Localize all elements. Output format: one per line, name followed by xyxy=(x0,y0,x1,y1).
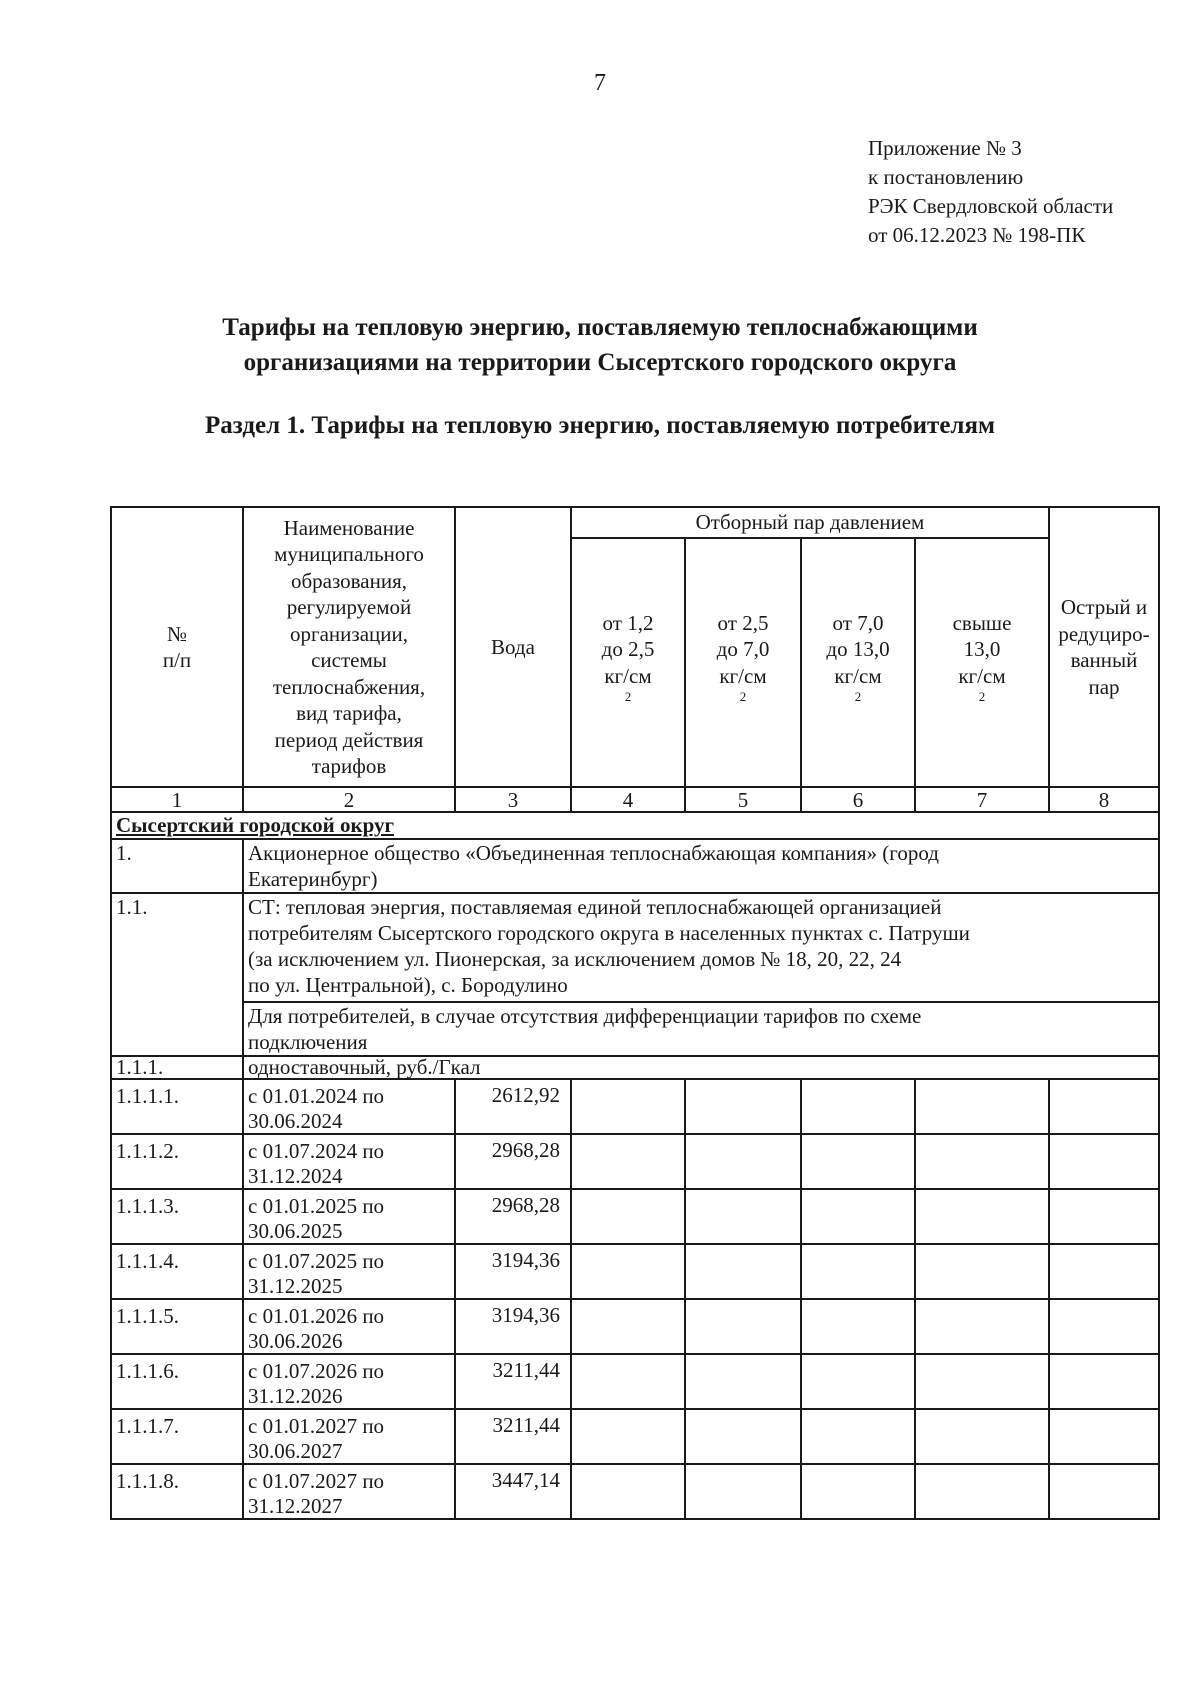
table-line xyxy=(242,1465,244,1520)
row-period-line: 31.12.2027 xyxy=(248,1494,343,1518)
org-number: 1. xyxy=(116,841,132,865)
header-text: кг/см xyxy=(834,663,882,688)
table-line xyxy=(684,1465,686,1520)
header-text: Вода xyxy=(491,634,535,659)
tariff-table xyxy=(110,506,1150,1558)
row-water-value: 2612,92 xyxy=(491,1083,560,1107)
table-line xyxy=(570,1080,572,1135)
header-text: от 2,5 xyxy=(717,610,769,635)
row-number: 1.1.1.7. xyxy=(116,1414,179,1438)
table-line xyxy=(800,1465,802,1520)
header-text: образования, xyxy=(290,568,408,593)
title-line: организациями на территории Сысертского городского округа xyxy=(243,349,957,376)
table-line xyxy=(1048,1300,1050,1355)
header-text: до 2,5 xyxy=(601,637,655,661)
title-line: Тарифы на тепловую энергию, поставляемую теплоснабжающими xyxy=(222,314,978,341)
table-line xyxy=(1048,1245,1050,1300)
column-number: 8 xyxy=(1098,788,1110,812)
header-text: от 7,0 xyxy=(832,610,884,635)
column-number: 6 xyxy=(852,788,864,812)
row-period-line: с 01.01.2027 по xyxy=(248,1414,385,1438)
table-line xyxy=(684,1245,686,1300)
header-text: до 7,0 xyxy=(716,637,770,661)
header-text: пар xyxy=(1088,674,1120,699)
table-line xyxy=(800,1245,802,1300)
appendix-line: РЭК Свердловской области xyxy=(868,194,1114,218)
row-period-line: 30.06.2025 xyxy=(248,1219,343,1243)
row-period-line: 31.12.2026 xyxy=(248,1384,343,1408)
header-text: Наименование xyxy=(283,515,415,540)
superscript: 2 xyxy=(978,689,986,704)
region-name: Сысертский городской округ xyxy=(116,813,395,837)
column-number: 1 xyxy=(171,788,183,812)
header-text: тарифов xyxy=(311,754,387,778)
header-text: кг/см xyxy=(719,663,767,688)
row-number: 1.1.1.6. xyxy=(116,1359,179,1383)
table-line xyxy=(242,1355,244,1410)
table-line xyxy=(800,1355,802,1410)
system-desc-line: (за исключением ул. Пионерская, за исключением домов № 18, 20, 22, 24 xyxy=(248,947,902,971)
table-line xyxy=(800,1190,802,1245)
row-number: 1.1.1.1. xyxy=(116,1084,179,1108)
table-line xyxy=(110,1518,1160,1520)
table-line xyxy=(914,1465,916,1520)
header-text: муниципального xyxy=(274,542,424,566)
tariff-type: одноставочный, руб./Гкал xyxy=(248,1055,481,1079)
table-line xyxy=(1158,1465,1160,1520)
superscript: 2 xyxy=(854,689,862,704)
table-line xyxy=(1158,1135,1160,1190)
org-name-line: Акционерное общество «Объединенная теплоснабжающая компания» (город xyxy=(248,841,939,865)
table-line xyxy=(454,1355,456,1410)
document-title xyxy=(100,310,1100,380)
table-line xyxy=(1158,1190,1160,1245)
header-text: системы xyxy=(311,648,387,672)
header-text: Острый и xyxy=(1060,595,1148,619)
table-line xyxy=(684,1355,686,1410)
appendix-line: от 06.12.2023 № 198-ПК xyxy=(868,223,1086,247)
header-col-water xyxy=(456,508,570,786)
column-number: 3 xyxy=(507,788,519,812)
row-number: 1.1.1.5. xyxy=(116,1304,179,1328)
header-text: свыше xyxy=(952,610,1012,635)
table-line xyxy=(110,1243,1160,1245)
consumer-note-line: Для потребителей, в случае отсутствия дифференциации тарифов по схеме xyxy=(248,1004,922,1028)
table-line xyxy=(110,1408,1160,1410)
table-line xyxy=(570,1300,572,1355)
header-unit xyxy=(719,663,766,716)
table-line xyxy=(454,1135,456,1190)
header-unit xyxy=(604,663,651,716)
table-line xyxy=(110,1190,112,1245)
table-line xyxy=(1048,1080,1050,1135)
system-desc-line: по ул. Центральной), с. Бородулино xyxy=(248,973,568,997)
table-line xyxy=(110,1245,112,1300)
header-text: кг/см xyxy=(604,663,652,688)
header-col-8 xyxy=(1050,508,1158,786)
column-number: 5 xyxy=(737,788,749,812)
table-line xyxy=(1048,1190,1050,1245)
column-number: 2 xyxy=(343,788,355,812)
table-line xyxy=(1048,1465,1050,1520)
table-line xyxy=(110,1133,1160,1135)
table-line xyxy=(914,1135,916,1190)
table-line xyxy=(242,1135,244,1190)
table-line xyxy=(454,1245,456,1300)
table-line xyxy=(914,1245,916,1300)
consumer-note-line: подключения xyxy=(248,1030,368,1054)
header-text: вид тарифа, xyxy=(296,701,402,725)
system-desc-line: потребителям Сысертского городского округа в населенных пунктах с. Патруши xyxy=(248,921,970,945)
table-line xyxy=(914,1300,916,1355)
row-number: 1.1.1.8. xyxy=(116,1469,179,1493)
table-line xyxy=(110,1300,112,1355)
table-line xyxy=(914,1190,916,1245)
table-line xyxy=(110,1298,1160,1300)
table-line xyxy=(1158,1080,1160,1135)
table-line xyxy=(570,1190,572,1245)
header-text: № xyxy=(166,621,188,646)
row-water-value: 3211,44 xyxy=(492,1413,560,1437)
row-period-line: с 01.01.2025 по xyxy=(248,1194,385,1218)
header-steam-group xyxy=(572,508,1048,537)
row-period-line: 30.06.2024 xyxy=(248,1109,343,1133)
table-line xyxy=(914,1355,916,1410)
table-line xyxy=(454,1410,456,1465)
row-period-line: с 01.07.2026 по xyxy=(248,1359,385,1383)
header-text: кг/см xyxy=(958,663,1006,688)
row-number: 1.1.1.2. xyxy=(116,1139,179,1163)
table-line xyxy=(110,1135,112,1190)
table-line xyxy=(110,1410,112,1465)
header-text: организации, xyxy=(290,621,408,646)
tariff-number: 1.1.1. xyxy=(116,1055,164,1079)
row-water-value: 3211,44 xyxy=(492,1358,560,1382)
header-text: до 13,0 xyxy=(826,637,890,661)
header-col-6 xyxy=(802,539,914,786)
system-desc-line: СТ: тепловая энергия, поставляемая единой теплоснабжающей организацией xyxy=(248,895,942,919)
table-line xyxy=(1048,1135,1050,1190)
header-text: ванный xyxy=(1070,648,1138,672)
table-line xyxy=(800,1410,802,1465)
appendix-block xyxy=(868,134,1113,250)
table-line xyxy=(242,1410,244,1465)
org-name-line: Екатеринбург) xyxy=(248,867,378,891)
table-line xyxy=(684,1300,686,1355)
table-line xyxy=(1158,1410,1160,1465)
table-line xyxy=(570,1135,572,1190)
row-water-value: 2968,28 xyxy=(491,1138,560,1162)
header-text: теплоснабжения, xyxy=(272,674,426,699)
table-line xyxy=(242,1080,244,1135)
row-water-value: 3194,36 xyxy=(491,1248,560,1272)
table-line xyxy=(454,1080,456,1135)
table-line xyxy=(570,1410,572,1465)
table-line xyxy=(800,1080,802,1135)
table-line xyxy=(1158,1355,1160,1410)
column-number: 7 xyxy=(976,788,988,812)
table-line xyxy=(684,1135,686,1190)
table-line xyxy=(914,1410,916,1465)
row-period-line: 30.06.2026 xyxy=(248,1329,343,1353)
table-line xyxy=(1158,1245,1160,1300)
row-period-line: с 01.07.2025 по xyxy=(248,1249,385,1273)
page-number: 7 xyxy=(594,70,606,96)
table-line xyxy=(110,1188,1160,1190)
appendix-line: к постановлению xyxy=(868,165,1024,189)
row-number: 1.1.1.4. xyxy=(116,1249,179,1273)
table-line xyxy=(1158,506,1160,812)
table-line xyxy=(1158,1300,1160,1355)
table-line xyxy=(570,1465,572,1520)
superscript: 2 xyxy=(739,689,747,704)
header-col-4 xyxy=(572,539,684,786)
table-line xyxy=(684,1190,686,1245)
table-line xyxy=(684,1410,686,1465)
header-text: период действия xyxy=(274,727,424,752)
row-period-line: 31.12.2025 xyxy=(248,1274,343,1298)
table-line xyxy=(1048,1355,1050,1410)
row-water-value: 3194,36 xyxy=(491,1303,560,1327)
table-line xyxy=(242,1245,244,1300)
header-text: Отборный пар давлением xyxy=(695,510,925,535)
table-line xyxy=(684,1080,686,1135)
table-line xyxy=(110,1353,1160,1355)
table-line xyxy=(914,1080,916,1135)
header-col-number xyxy=(112,508,242,786)
header-text: от 1,2 xyxy=(602,610,654,635)
header-unit xyxy=(958,663,1005,716)
table-line xyxy=(242,1300,244,1355)
row-period-line: 30.06.2027 xyxy=(248,1439,343,1463)
table-line xyxy=(242,1190,244,1245)
row-period-line: с 01.07.2024 по xyxy=(248,1139,385,1163)
header-text: редуциро- xyxy=(1058,621,1150,646)
row-period-line: с 01.01.2026 по xyxy=(248,1304,385,1328)
table-line xyxy=(110,1463,1160,1465)
header-text: 13,0 xyxy=(963,637,1001,661)
table-line xyxy=(1048,1410,1050,1465)
column-number: 4 xyxy=(622,788,634,812)
table-line xyxy=(454,1190,456,1245)
header-text: п/п xyxy=(162,648,192,672)
table-line xyxy=(110,1355,112,1410)
row-period-line: 31.12.2024 xyxy=(248,1164,343,1188)
table-line xyxy=(454,1300,456,1355)
row-water-value: 3447,14 xyxy=(491,1468,560,1492)
header-col-7 xyxy=(916,539,1048,786)
row-water-value: 2968,28 xyxy=(491,1193,560,1217)
table-line xyxy=(110,1465,112,1520)
row-period-line: с 01.01.2024 по xyxy=(248,1084,385,1108)
system-number: 1.1. xyxy=(116,895,148,919)
header-col-5 xyxy=(686,539,800,786)
table-line xyxy=(570,1355,572,1410)
row-number: 1.1.1.3. xyxy=(116,1194,179,1218)
table-line xyxy=(800,1300,802,1355)
row-period-line: с 01.07.2027 по xyxy=(248,1469,385,1493)
section-title: Раздел 1. Тарифы на тепловую энергию, поставляемую потребителям xyxy=(204,412,996,439)
appendix-line: Приложение № 3 xyxy=(868,136,1022,160)
table-line xyxy=(800,1135,802,1190)
superscript: 2 xyxy=(624,689,632,704)
header-col-name xyxy=(244,508,454,786)
header-unit xyxy=(834,663,881,716)
table-line xyxy=(454,1465,456,1520)
table-line xyxy=(570,1245,572,1300)
table-line xyxy=(242,838,244,1078)
table-line xyxy=(110,1080,112,1135)
header-text: регулируемой xyxy=(286,595,412,619)
